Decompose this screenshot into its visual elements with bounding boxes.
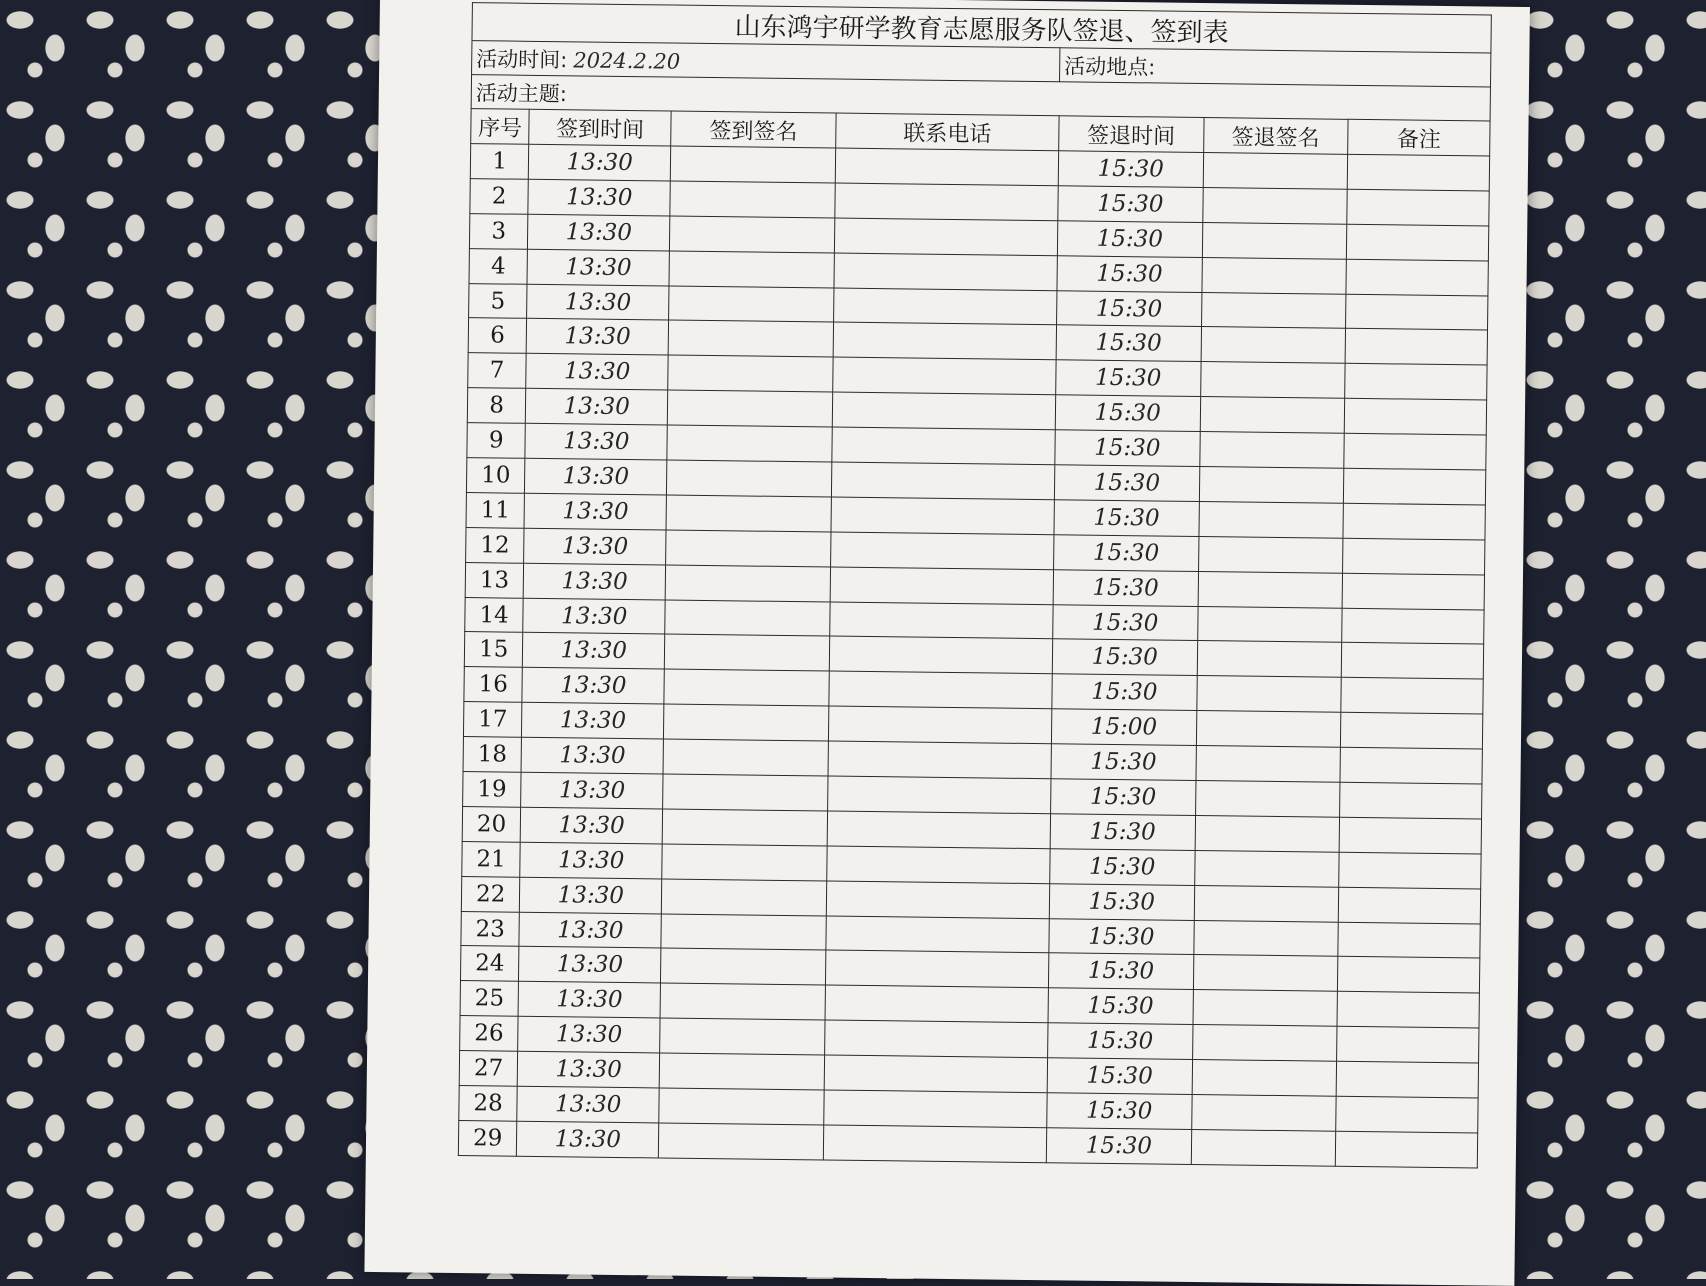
row-number: 13	[465, 562, 524, 598]
contact-phone	[833, 357, 1056, 395]
sign-out-signature	[1200, 362, 1345, 399]
sign-in-signature	[660, 983, 825, 1020]
row-number: 19	[463, 772, 522, 808]
sign-out-signature	[1198, 571, 1343, 608]
contact-phone	[832, 392, 1055, 430]
row-number: 15	[464, 632, 523, 668]
sign-out-time: 15:30	[1057, 290, 1202, 327]
remarks	[1343, 468, 1485, 505]
activity-time-label: 活动时间:	[476, 46, 568, 72]
remarks	[1346, 259, 1488, 296]
sign-out-time: 15:30	[1055, 430, 1200, 467]
sign-in-time: 13:30	[521, 772, 663, 809]
remarks	[1341, 678, 1483, 715]
sign-in-time: 13:30	[529, 144, 671, 181]
remarks	[1342, 608, 1484, 645]
sign-in-signature	[663, 774, 828, 811]
remarks	[1338, 922, 1480, 959]
sign-out-signature	[1193, 920, 1338, 957]
sign-in-time: 13:30	[520, 877, 662, 914]
row-number: 4	[469, 248, 528, 284]
sign-in-time: 13:30	[526, 389, 668, 426]
row-number: 20	[462, 806, 521, 842]
row-number: 18	[463, 737, 522, 773]
row-number: 26	[460, 1016, 519, 1052]
sign-out-signature	[1201, 257, 1346, 294]
sign-out-signature	[1192, 1025, 1337, 1062]
sign-out-time: 15:30	[1050, 849, 1195, 886]
sign-out-time: 15:30	[1056, 360, 1201, 397]
remarks	[1344, 399, 1486, 436]
row-number: 23	[461, 911, 520, 947]
row-number: 9	[467, 423, 526, 459]
remarks	[1340, 747, 1482, 784]
activity-place-field	[1060, 48, 1491, 87]
column-header: 签到时间	[529, 109, 671, 146]
contact-phone	[825, 950, 1048, 988]
sign-out-time: 15:30	[1057, 221, 1202, 258]
row-number: 6	[468, 318, 527, 354]
remarks	[1337, 992, 1479, 1029]
sign-out-signature	[1195, 815, 1340, 852]
sign-in-time: 13:30	[526, 354, 668, 391]
contact-phone	[830, 567, 1053, 605]
contact-phone	[827, 811, 1050, 849]
sign-in-signature	[667, 425, 832, 462]
remarks	[1339, 817, 1481, 854]
row-number: 28	[459, 1086, 518, 1122]
sign-out-signature	[1198, 501, 1343, 538]
remarks	[1342, 573, 1484, 610]
sign-in-time: 13:30	[524, 493, 666, 530]
sign-out-signature	[1193, 955, 1338, 992]
remarks	[1340, 713, 1482, 750]
sign-out-time: 15:30	[1054, 465, 1199, 502]
remarks	[1337, 1027, 1479, 1064]
row-number: 24	[460, 946, 519, 982]
sign-in-signature	[659, 1123, 824, 1160]
row-number: 25	[460, 981, 519, 1017]
sign-out-signature	[1191, 1129, 1336, 1166]
activity-place-label: 活动地点:	[1064, 53, 1156, 79]
row-number: 27	[459, 1051, 518, 1087]
sign-in-signature	[662, 879, 827, 916]
sign-out-time: 15:30	[1048, 988, 1193, 1025]
sign-in-signature	[666, 495, 831, 532]
remarks	[1346, 294, 1488, 331]
contact-phone	[826, 916, 1049, 954]
remarks	[1344, 433, 1486, 470]
sign-in-signature	[662, 844, 827, 881]
sign-in-time: 13:30	[527, 249, 669, 286]
sign-in-time: 13:30	[522, 703, 664, 740]
sign-in-time: 13:30	[525, 458, 667, 495]
sign-in-time: 13:30	[528, 214, 670, 251]
contact-phone	[830, 602, 1053, 640]
contact-phone	[824, 1090, 1047, 1128]
row-number: 10	[466, 458, 525, 494]
contact-phone	[826, 881, 1049, 919]
sign-in-time: 13:30	[526, 319, 668, 356]
sign-in-time: 13:30	[525, 423, 667, 460]
sign-in-time: 13:30	[523, 633, 665, 670]
sign-out-time: 15:30	[1056, 325, 1201, 362]
row-number: 5	[469, 283, 528, 319]
sign-in-signature	[663, 739, 828, 776]
sign-out-time: 15:30	[1049, 918, 1194, 955]
sign-in-signature	[664, 704, 829, 741]
sign-in-signature	[670, 216, 835, 253]
sign-in-time: 13:30	[528, 179, 670, 216]
sign-in-signature	[670, 181, 835, 218]
sign-out-time: 15:30	[1047, 1058, 1192, 1095]
sign-out-time: 15:30	[1048, 953, 1193, 990]
row-number: 2	[470, 178, 529, 214]
row-number: 11	[466, 492, 525, 528]
sign-in-time: 13:30	[521, 737, 663, 774]
row-number: 16	[464, 667, 523, 703]
contact-phone	[834, 253, 1057, 291]
sign-in-signature	[666, 530, 831, 567]
remarks	[1347, 154, 1489, 191]
sign-out-signature	[1193, 990, 1338, 1027]
remarks	[1338, 887, 1480, 924]
sign-in-signature	[662, 809, 827, 846]
row-number: 7	[468, 353, 527, 389]
sign-out-signature	[1201, 292, 1346, 329]
sign-in-signature	[668, 355, 833, 392]
contact-phone	[831, 532, 1054, 570]
sign-out-time: 15:30	[1058, 186, 1203, 223]
sign-in-time: 13:30	[527, 284, 669, 321]
sign-out-time: 15:30	[1050, 814, 1195, 851]
sign-out-signature	[1200, 397, 1345, 434]
sign-out-time: 15:30	[1049, 883, 1194, 920]
sign-in-sheet	[364, 0, 1530, 1286]
sign-out-signature	[1196, 711, 1341, 748]
sign-in-time: 13:30	[517, 1086, 659, 1123]
sign-out-signature	[1202, 187, 1347, 224]
contact-phone	[831, 497, 1054, 535]
sign-in-time: 13:30	[518, 1017, 660, 1054]
activity-theme-label: 活动主题:	[475, 80, 568, 106]
sign-in-signature	[668, 320, 833, 357]
column-header: 签到签名	[671, 111, 836, 148]
remarks	[1345, 364, 1487, 401]
form-title: 山东鸿宇研学教育志愿服务队签退、签到表	[472, 3, 1491, 53]
sign-out-time: 15:30	[1046, 1128, 1191, 1165]
sign-in-signature	[659, 1088, 824, 1125]
sign-out-time: 15:30	[1052, 674, 1197, 711]
sign-out-time: 15:30	[1058, 151, 1203, 188]
row-number: 22	[461, 876, 520, 912]
sign-out-time: 15:30	[1055, 395, 1200, 432]
sign-in-signature	[671, 146, 836, 183]
row-number: 21	[462, 841, 521, 877]
contact-phone	[831, 462, 1054, 500]
sign-out-signature	[1194, 885, 1339, 922]
sign-in-time: 13:30	[524, 528, 666, 565]
sign-in-time: 13:30	[518, 982, 660, 1019]
sign-in-signature	[661, 914, 826, 951]
sign-out-signature	[1194, 850, 1339, 887]
remarks	[1341, 643, 1483, 680]
row-number: 17	[463, 702, 522, 738]
sign-out-time: 15:30	[1052, 639, 1197, 676]
sign-out-time: 15:30	[1051, 744, 1196, 781]
remarks	[1339, 852, 1481, 889]
contact-phone	[835, 183, 1058, 221]
sign-in-time: 13:30	[520, 807, 662, 844]
sign-out-signature	[1196, 676, 1341, 713]
sign-in-time: 13:30	[522, 668, 664, 705]
column-header: 备注	[1348, 119, 1490, 156]
contact-phone	[825, 1020, 1048, 1058]
sign-out-signature	[1197, 641, 1342, 678]
contact-phone	[828, 741, 1051, 779]
remarks	[1337, 957, 1479, 994]
sign-out-signature	[1195, 781, 1340, 818]
sign-in-signature	[665, 634, 830, 671]
row-number: 14	[465, 597, 524, 633]
remarks	[1336, 1061, 1478, 1098]
sign-out-signature	[1202, 222, 1347, 259]
sign-in-time: 13:30	[517, 1121, 659, 1158]
column-header: 签退签名	[1203, 118, 1348, 155]
remarks	[1345, 329, 1487, 366]
remarks	[1336, 1096, 1478, 1133]
contact-phone	[828, 706, 1051, 744]
sign-in-time: 13:30	[517, 1051, 659, 1088]
sign-out-signature	[1203, 153, 1348, 190]
contact-phone	[832, 427, 1055, 465]
sign-in-signature	[665, 600, 830, 637]
remarks	[1343, 503, 1485, 540]
sign-in-signature	[669, 286, 834, 323]
sign-out-signature	[1191, 1095, 1336, 1132]
sign-out-signature	[1197, 606, 1342, 643]
contact-phone	[824, 1055, 1047, 1093]
remarks	[1335, 1131, 1477, 1168]
sign-out-time: 15:30	[1047, 1093, 1192, 1130]
sign-out-signature	[1201, 327, 1346, 364]
sign-in-time: 13:30	[519, 912, 661, 949]
row-number: 3	[469, 213, 528, 249]
contact-phone	[829, 636, 1052, 674]
contact-phone	[834, 288, 1057, 326]
sign-out-time: 15:30	[1053, 569, 1198, 606]
row-number: 29	[458, 1120, 517, 1156]
sign-in-signature	[660, 1018, 825, 1055]
sign-in-signature	[664, 669, 829, 706]
remarks	[1340, 782, 1482, 819]
contact-phone	[828, 776, 1051, 814]
sign-out-time: 15:30	[1054, 535, 1199, 572]
sign-in-time: 13:30	[519, 947, 661, 984]
sign-out-time: 15:30	[1054, 500, 1199, 537]
contact-phone	[823, 1125, 1046, 1163]
sign-in-signature	[665, 565, 830, 602]
sign-out-signature	[1196, 746, 1341, 783]
contact-phone	[827, 846, 1050, 884]
contact-phone	[834, 218, 1057, 256]
sign-in-signature	[667, 460, 832, 497]
sign-out-signature	[1199, 467, 1344, 504]
sign-out-time: 15:30	[1051, 779, 1196, 816]
activity-time-value: 2024.2.20	[573, 47, 681, 74]
column-header: 序号	[471, 109, 530, 145]
column-header: 联系电话	[836, 113, 1059, 151]
sign-out-signature	[1198, 536, 1343, 573]
sign-out-signature	[1199, 432, 1344, 469]
contact-phone	[825, 985, 1048, 1023]
sign-in-table	[458, 2, 1492, 1168]
sign-in-signature	[669, 251, 834, 288]
sign-in-signature	[668, 390, 833, 427]
contact-phone	[829, 671, 1052, 709]
row-number: 12	[466, 527, 525, 563]
sign-out-time: 15:30	[1053, 604, 1198, 641]
row-number: 8	[467, 388, 526, 424]
sign-in-time: 13:30	[523, 598, 665, 635]
sign-in-time: 13:30	[520, 842, 662, 879]
contact-phone	[835, 148, 1058, 186]
sign-out-time: 15:30	[1057, 255, 1202, 292]
sign-in-time: 13:30	[523, 563, 665, 600]
column-header: 签退时间	[1059, 116, 1204, 153]
contact-phone	[833, 322, 1056, 360]
sign-out-time: 15:00	[1051, 709, 1196, 746]
row-number: 1	[470, 144, 529, 180]
sign-out-signature	[1192, 1060, 1337, 1097]
remarks	[1347, 189, 1489, 226]
sign-out-time: 15:30	[1048, 1023, 1193, 1060]
sign-in-signature	[661, 948, 826, 985]
remarks	[1346, 224, 1488, 261]
remarks	[1343, 538, 1485, 575]
sign-in-signature	[659, 1053, 824, 1090]
